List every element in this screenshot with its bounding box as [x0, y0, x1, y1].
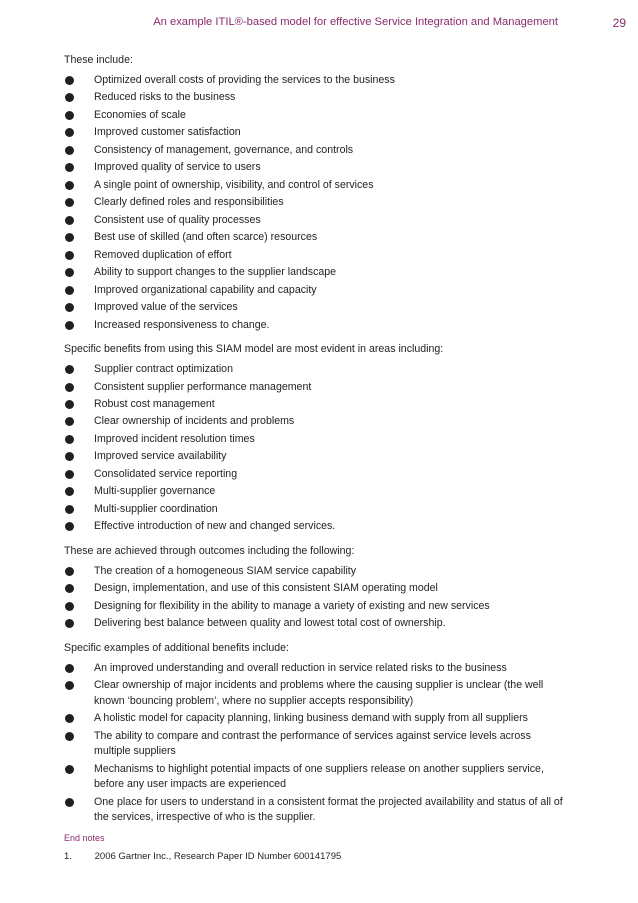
list-item	[64, 795, 564, 826]
list-item-text: Robust cost management	[94, 398, 215, 410]
list-item	[64, 616, 564, 632]
section-lead: These include:	[64, 54, 133, 66]
list-item-text: A single point of ownership, visibility, and control of services	[94, 178, 374, 191]
list-item	[64, 318, 564, 334]
list-item	[64, 283, 564, 299]
list-item	[64, 484, 564, 500]
list-item	[64, 661, 564, 677]
list-item-text: Improved value of the services	[94, 301, 238, 314]
list-item	[64, 248, 564, 264]
bullet-icon	[65, 76, 74, 85]
bullet-icon	[65, 522, 74, 531]
list-item-text: Improved organizational capability and capacity	[94, 283, 317, 296]
bullet-icon	[65, 181, 74, 190]
bullet-icon	[65, 732, 74, 741]
list-item-text: Increased responsiveness to change.	[94, 318, 270, 331]
list-item-text: Design, implementation, and use of this consistent SIAM operating model	[94, 582, 438, 595]
list-item-text: Clearly defined roles and responsibilities	[94, 196, 284, 209]
bullet-icon	[65, 435, 74, 444]
list-item	[64, 143, 564, 159]
list-item-text: Optimized overall costs of providing the services to the business	[94, 74, 395, 86]
section-4	[64, 640, 564, 826]
bullet-icon	[65, 619, 74, 628]
list-item	[64, 73, 564, 89]
bullet-icon	[65, 111, 74, 120]
bullet-list	[64, 362, 564, 535]
section-2	[64, 341, 564, 535]
header-title: An example ITIL®-based model for effective Service Integration and Management	[153, 16, 558, 28]
bullet-icon	[65, 365, 74, 374]
list-item	[64, 414, 564, 430]
list-item	[64, 467, 564, 483]
endnote-1	[64, 851, 341, 862]
bullet-icon	[65, 505, 74, 514]
list-item-text: One place for users to understand in a consistent format the projected availability and status of all of the services, irrespective of who is the supplier.	[94, 795, 563, 824]
bullet-icon	[65, 765, 74, 774]
bullet-icon	[65, 664, 74, 673]
list-item	[64, 519, 564, 535]
list-item	[64, 380, 564, 396]
bullet-icon	[65, 714, 74, 723]
bullet-list	[64, 661, 564, 826]
list-item	[64, 108, 564, 124]
list-item-text: Economies of scale	[94, 108, 186, 121]
bullet-icon	[65, 286, 74, 295]
list-item	[64, 125, 564, 141]
body-content	[64, 52, 564, 834]
bullet-icon	[65, 163, 74, 172]
list-item-text: Improved incident resolution times	[94, 432, 255, 445]
bullet-icon	[65, 128, 74, 137]
bullet-icon	[65, 798, 74, 807]
list-item-text: An improved understanding and overall reduction in service related risks to the business	[94, 661, 507, 674]
list-item-text: Consistency of management, governance, and controls	[94, 143, 354, 156]
list-item	[64, 502, 564, 518]
bullet-icon	[65, 146, 74, 155]
list-item-text: Consistent supplier performance management	[94, 380, 312, 393]
bullet-icon	[65, 584, 74, 593]
list-item-text: Multi-supplier governance	[94, 485, 216, 498]
bullet-icon	[65, 417, 74, 426]
bullet-list	[64, 564, 564, 632]
bullet-icon	[65, 400, 74, 409]
list-item-text: Effective introduction of new and changed services.	[94, 520, 336, 533]
list-item-text: Improved customer satisfaction	[94, 126, 241, 139]
list-item-text: Mechanisms to highlight potential impacts of one suppliers release on another suppliers service, before any user impacts are experienced	[94, 762, 544, 791]
bullet-icon	[65, 452, 74, 461]
list-item-text: Reduced risks to the business	[94, 91, 236, 104]
list-item	[64, 599, 564, 615]
list-item	[64, 449, 564, 465]
list-item-text: Clear ownership of incidents and problems	[94, 415, 295, 428]
endnote-text: 2006 Gartner Inc., Research Paper ID Number 600141795	[94, 851, 342, 862]
bullet-icon	[65, 470, 74, 479]
list-item	[64, 265, 564, 281]
list-item-text: Designing for flexibility in the ability to manage a variety of existing and new services	[94, 599, 490, 612]
bullet-icon	[65, 383, 74, 392]
list-item-text: The ability to compare and contrast the performance of services against service levels across multiple suppliers	[94, 729, 531, 758]
list-item-text: Best use of skilled (and often scarce) resources	[94, 231, 318, 244]
section-1	[64, 52, 564, 333]
section-lead: These are achieved through outcomes including the following:	[64, 544, 355, 557]
running-header	[0, 12, 638, 32]
bullet-icon	[65, 681, 74, 690]
section-3	[64, 543, 564, 632]
list-item-text: Delivering best balance between quality and lowest total cost of ownership.	[94, 617, 446, 630]
list-item	[64, 90, 564, 106]
list-item	[64, 195, 564, 211]
list-item	[64, 711, 564, 727]
list-item-text: Supplier contract optimization	[94, 363, 233, 376]
list-item-text: A holistic model for capacity planning, linking business demand with supply from all suppliers	[94, 712, 528, 725]
list-item	[64, 230, 564, 246]
bullet-icon	[65, 233, 74, 242]
list-item	[64, 678, 564, 709]
page-number: 29	[612, 16, 626, 30]
list-item	[64, 581, 564, 597]
list-item	[64, 729, 564, 760]
endnotes-title: End notes	[64, 833, 105, 843]
list-item	[64, 300, 564, 316]
list-item	[64, 160, 564, 176]
bullet-icon	[65, 198, 74, 207]
list-item	[64, 564, 564, 580]
section-lead: Specific examples of additional benefits include:	[64, 641, 289, 654]
bullet-icon	[65, 93, 74, 102]
list-item-text: Multi-supplier coordination	[94, 502, 218, 515]
list-item	[64, 213, 564, 229]
bullet-icon	[65, 567, 74, 576]
list-item	[64, 178, 564, 194]
bullet-icon	[65, 251, 74, 260]
bullet-icon	[65, 602, 74, 611]
list-item-text: Ability to support changes to the supplier landscape	[94, 266, 337, 279]
bullet-icon	[65, 487, 74, 496]
list-item-text: Removed duplication of effort	[94, 248, 232, 261]
bullet-icon	[65, 268, 74, 277]
endnote-number: 1.	[64, 851, 72, 862]
list-item	[64, 762, 564, 793]
list-item-text: Improved quality of service to users	[94, 161, 261, 174]
bullet-list	[64, 73, 564, 333]
bullet-icon	[65, 303, 74, 312]
list-item	[64, 432, 564, 448]
list-item-text: Improved service availability	[94, 450, 227, 463]
list-item-text: Consolidated service reporting	[94, 467, 238, 480]
list-item-text: Consistent use of quality processes	[94, 213, 261, 226]
list-item-text: Clear ownership of major incidents and problems where the causing supplier is unclear (the well known ‘bouncing problem’, where no supplier accepts responsibility)	[94, 679, 544, 707]
bullet-icon	[65, 321, 74, 330]
list-item	[64, 397, 564, 413]
bullet-icon	[65, 216, 74, 225]
list-item	[64, 362, 564, 378]
list-item-text: The creation of a homogeneous SIAM service capability	[94, 564, 357, 577]
section-lead: Specific benefits from using this SIAM model are most evident in areas including:	[64, 343, 444, 356]
